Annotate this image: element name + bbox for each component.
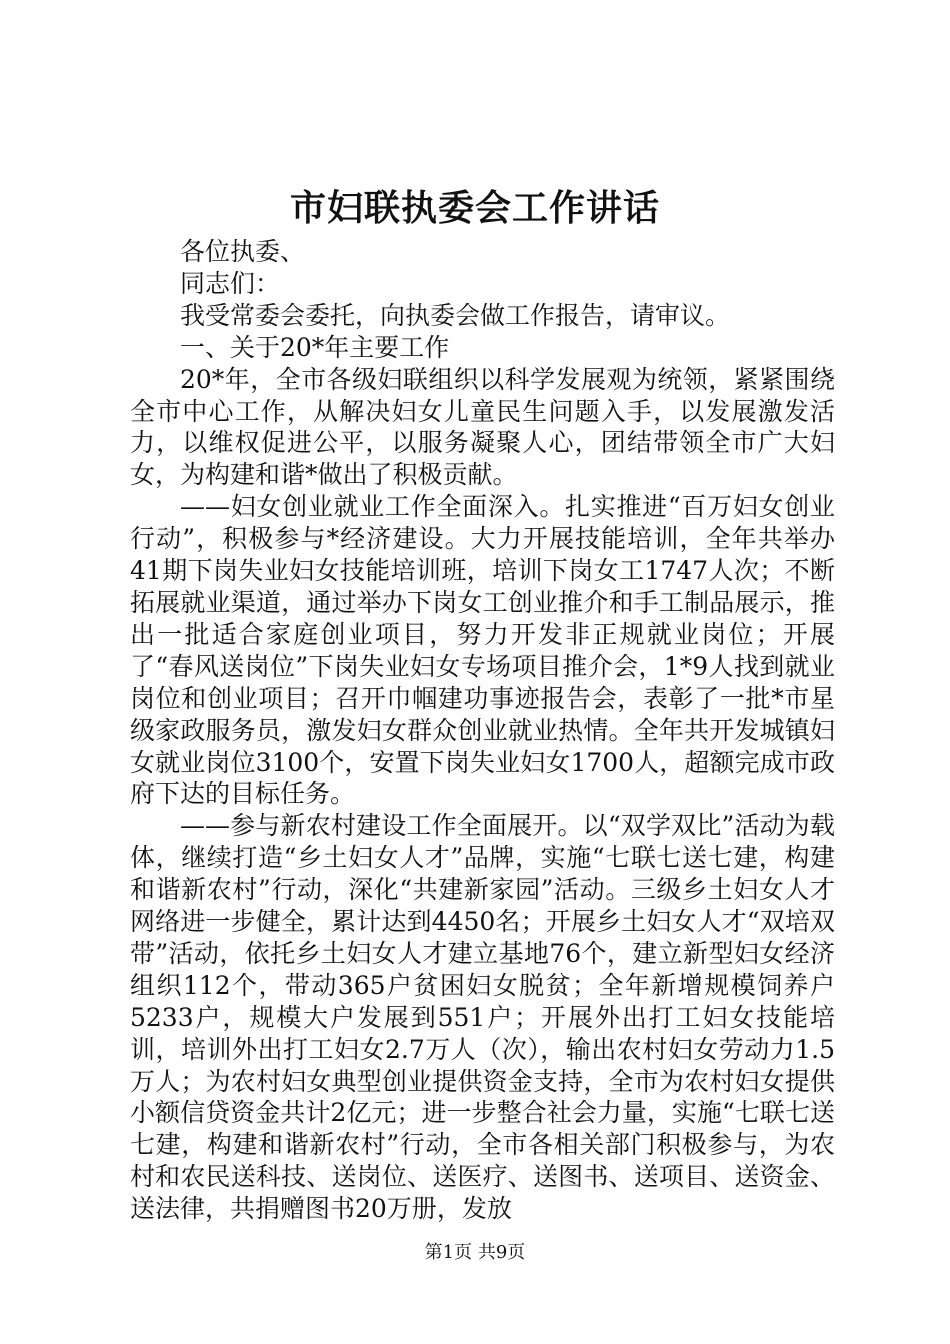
document-title: 市妇联执委会工作讲话 bbox=[289, 187, 660, 229]
paragraph-overview: 20*年，全市各级妇联组织以科学发展观为统领，紧紧围绕全市中心工作，从解决妇女儿童民生问题入手，以发展激发活力，以维权促进公平，以服务凝聚人心，团结带领全市广大妇女，为构建和谐*做出了积极贡献。 bbox=[130, 364, 835, 490]
paragraph-salutation-2: 同志们： bbox=[180, 268, 281, 298]
paragraph-employment: ——妇女创业就业工作全面深入。扎实推进“百万妇女创业行动”，积极参与*经济建设。大力开展技能培训，全年共举办41期下岗失业妇女技能培训班，培训下岗女工1747人次；不断拓展就业渠道，通过举办下岗女工创业推介和手工制品展示，推出一批适合家庭创业项目，努力开发非正规就业岗位；开展了“春风送岗位”下岗失业妇女专场项目推介会，1*9人找到就业岗位和创业项目；召开巾帼建功事迹报告会，表彰了一批*市星级家政服务员，激发妇女群众创业就业热情。全年共开发城镇妇女就业岗位3100个，安置下岗失业妇女1700人，超额完成市政府下达的目标任务。 bbox=[130, 492, 835, 809]
document-body bbox=[130, 236, 835, 1225]
section-heading: 一、关于20*年主要工作 bbox=[180, 332, 450, 362]
page-number-footer: 第1页 共9页 bbox=[424, 1242, 526, 1263]
paragraph-salutation-1: 各位执委、 bbox=[180, 237, 306, 266]
paragraph-rural-construction: ——参与新农村建设工作全面展开。以“双学双比”活动为载体，继续打造“乡土妇女人才”品牌，实施“七联七送七建，构建和谐新农村”行动，深化“共建新家园”活动。三级乡土妇女人才网络进一步健全，累计达到4450名；开展乡土妇女人才“双培双带”活动，依托乡土妇女人才建立基地76个，建立新型妇女经济组织112个，带动365户贫困妇女脱贫；全年新增规模饲养户5233户，规模大户发展到551户；开展外出打工妇女技能培训，培训外出打工妇女2.7万人（次），输出农村妇女劳动力1.5万人；为农村妇女典型创业提供资金支持，全市为农村妇女提供小额信贷资金共计2亿元；进一步整合社会力量，实施“七联七送七建，构建和谐新农村”行动，全市各相关部门积极参与，为农村和农民送科技、送岗位、送医疗、送图书、送项目、送资金、送法律，共捐赠图书20万册，发放 bbox=[130, 811, 835, 1224]
paragraph-intro: 我受常委会委托，向执委会做工作报告，请审议。 bbox=[180, 300, 731, 330]
